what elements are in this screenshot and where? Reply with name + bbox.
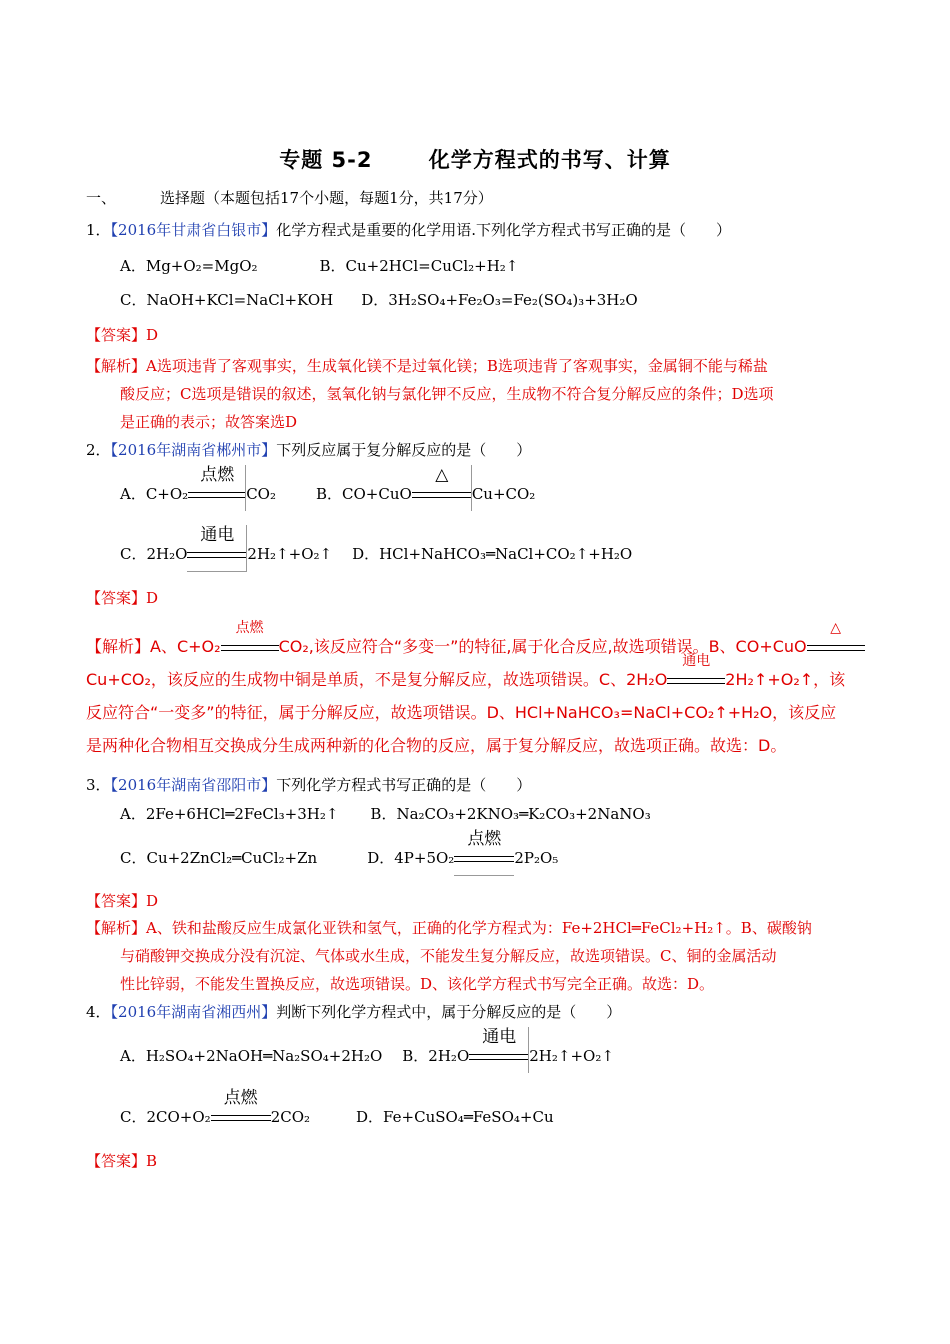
q4-option-b-left: B．2H₂O bbox=[402, 1047, 470, 1065]
q3-option-c: C．Cu+2ZnCl₂═CuCl₂+Zn bbox=[120, 849, 318, 867]
q2-analysis-label: 【解析】 bbox=[86, 637, 151, 656]
q1-options-ab bbox=[120, 256, 518, 276]
q4-option-d: D．Fe+CuSO₄═FeSO₄+Cu bbox=[356, 1108, 554, 1126]
q2-text: 下列反应属于复分解反应的是（ ） bbox=[276, 441, 532, 459]
q3-source: 【2016年湖南省邵阳市】 bbox=[110, 776, 277, 794]
q1-num: 1． bbox=[86, 221, 111, 239]
condition-label: 点燃 bbox=[223, 1088, 258, 1108]
q3-analysis-line1: A、铁和盐酸反应生成氯化亚铁和氢气，正确的化学方程式为：Fe+2HCl═FeCl₂+H₂↑。B、碳酸钠 bbox=[146, 919, 812, 937]
q3-option-a: A．2Fe+6HCl═2FeCl₃+3H₂↑ bbox=[120, 805, 339, 823]
q2-option-a-right: CO₂ bbox=[246, 485, 276, 503]
q1-analysis bbox=[86, 352, 862, 436]
section-num: 一、 bbox=[86, 189, 117, 207]
q3-analysis-line3: 性比锌弱，不能发生置换反应，故选项错误。D、该化学方程式书写完全正确。故选：D。 bbox=[120, 975, 715, 993]
q2-option-b-right: Cu+CO₂ bbox=[471, 485, 536, 503]
section-text: 选择题（本题包括17个小题，每题1分，共17分） bbox=[160, 189, 493, 207]
q2-options-ab bbox=[120, 465, 536, 505]
q1-analysis-line1: A选项违背了客观事实，生成氧化镁不是过氧化镁；B选项违背了客观事实，金属铜不能与稀盐 bbox=[146, 357, 768, 375]
reaction-arrow bbox=[188, 465, 246, 505]
page-title bbox=[0, 144, 950, 174]
title-part2: 5-2 bbox=[331, 148, 373, 172]
reaction-arrow bbox=[469, 1027, 529, 1067]
condition-label: △ bbox=[830, 619, 842, 636]
section-heading bbox=[86, 188, 493, 208]
q2-analysis-line1 bbox=[86, 619, 862, 663]
q4-stem bbox=[86, 1002, 621, 1022]
q4-option-c-right: 2CO₂ bbox=[270, 1108, 311, 1126]
q2-stem bbox=[86, 440, 531, 460]
q2-option-b-left: B．CO+CuO bbox=[316, 485, 412, 503]
q3-analysis-line2: 与硝酸钾交换成分没有沉淀、气体或水生成，不能发生复分解反应，故选项错误。C、铜的金属活动 bbox=[120, 947, 777, 965]
q3-options-cd bbox=[120, 829, 559, 869]
q3-text: 下列化学方程式书写正确的是（ ） bbox=[276, 776, 532, 794]
q2-option-c-left: C．2H₂O bbox=[120, 545, 188, 563]
q4-text: 判断下列化学方程式中，属于分解反应的是（ ） bbox=[276, 1003, 622, 1021]
reaction-arrow bbox=[211, 1088, 271, 1128]
q1-answer: 【答案】D bbox=[86, 326, 159, 344]
condition-label: 通电 bbox=[200, 525, 235, 545]
q3-option-d-left: D．4P+5O₂ bbox=[367, 849, 455, 867]
q2-analysis-line3: 反应符合“一变多”的特征，属于分解反应，故选项错误。D、HCl+NaHCO₃=NaCl+CO₂↑+H₂O，该反应 bbox=[86, 703, 837, 722]
q1-analysis-line3: 是正确的表示；故答案选D bbox=[120, 413, 298, 431]
q2-analysis-text-b: Cu+CO₂，该反应的生成物中铜是单质，不是复分解反应，故选项错误。C、2H₂O bbox=[86, 670, 668, 689]
condition-label: 通电 bbox=[682, 652, 711, 669]
q2-answer: 【答案】D bbox=[86, 589, 159, 607]
q4-option-b-right: 2H₂↑+O₂↑ bbox=[529, 1047, 614, 1065]
q1-stem bbox=[86, 220, 731, 240]
q2-analysis-eq-a: A、C+O₂ bbox=[150, 637, 221, 656]
q2-analysis-text-c: 2H₂↑+O₂↑，该 bbox=[725, 670, 846, 689]
reaction-arrow bbox=[187, 525, 247, 565]
condition-label: 点燃 bbox=[235, 619, 264, 636]
title-part3: 化学方程式的书写、计算 bbox=[428, 148, 671, 172]
q3-options-ab bbox=[120, 804, 651, 824]
q2-option-a-left: A．C+O₂ bbox=[120, 485, 189, 503]
q1-option-c: C．NaOH+KCl=NaCl+KOH bbox=[120, 291, 334, 309]
q1-analysis-line2: 酸反应；C选项是错误的叙述，氢氧化钠与氯化钾不反应，生成物不符合复分解反应的条件；D选项 bbox=[120, 385, 774, 403]
q3-option-b: B．Na₂CO₃+2KNO₃═K₂CO₃+2NaNO₃ bbox=[370, 805, 651, 823]
q4-num: 4． bbox=[86, 1003, 111, 1021]
q4-option-c-left: C．2CO+O₂ bbox=[120, 1108, 211, 1126]
q1-analysis-label: 【解析】 bbox=[86, 357, 147, 375]
q4-option-a: A．H₂SO₄+2NaOH═Na₂SO₄+2H₂O bbox=[120, 1047, 383, 1065]
q2-option-d: D．HCl+NaHCO₃═NaCl+CO₂↑+H₂O bbox=[352, 545, 633, 563]
condition-label: 点燃 bbox=[200, 465, 235, 485]
condition-label: 通电 bbox=[482, 1027, 517, 1047]
q1-source: 【2016年甘肃省白银市】 bbox=[110, 221, 277, 239]
q1-options-cd bbox=[120, 290, 638, 310]
title-part1: 专题 bbox=[279, 148, 324, 172]
q1-option-a: A．Mg+O₂=MgO₂ bbox=[120, 257, 258, 275]
q2-option-c-right: 2H₂↑+O₂↑ bbox=[247, 545, 333, 563]
reaction-arrow bbox=[807, 619, 865, 658]
q2-analysis bbox=[86, 619, 862, 762]
q4-options-cd bbox=[120, 1088, 554, 1128]
q1-option-d: D．3H₂SO₄+Fe₂O₃=Fe₂(SO₄)₃+3H₂O bbox=[361, 291, 638, 309]
condition-label: △ bbox=[435, 465, 449, 485]
condition-label: 点燃 bbox=[467, 829, 502, 849]
q3-option-d-right: 2P₂O₅ bbox=[514, 849, 559, 867]
reaction-arrow bbox=[667, 652, 725, 691]
q1-text: 化学方程式是重要的化学用语.下列化学方程式书写正确的是（ ） bbox=[276, 221, 732, 239]
q3-answer: 【答案】D bbox=[86, 892, 159, 910]
q2-source: 【2016年湖南省郴州市】 bbox=[110, 441, 277, 459]
q2-analysis-text-a: CO₂,该反应符合“多变一”的特征,属于化合反应,故选项错误。B、CO+CuO bbox=[278, 637, 807, 656]
reaction-arrow bbox=[412, 465, 472, 505]
q2-num: 2． bbox=[86, 441, 111, 459]
reaction-arrow bbox=[454, 829, 514, 869]
q3-num: 3． bbox=[86, 776, 111, 794]
q3-stem bbox=[86, 775, 531, 795]
q1-option-b: B．Cu+2HCl=CuCl₂+H₂↑ bbox=[319, 257, 519, 275]
q2-analysis-line4: 是两种化合物相互交换成分生成两种新的化合物的反应，属于复分解反应，故选项正确。故选：D。 bbox=[86, 736, 787, 755]
q3-analysis-label: 【解析】 bbox=[86, 919, 147, 937]
q2-options-cd bbox=[120, 525, 633, 565]
q4-answer: 【答案】B bbox=[86, 1152, 158, 1170]
q3-analysis bbox=[86, 914, 862, 998]
q2-analysis-line2 bbox=[86, 652, 862, 696]
q4-options-ab bbox=[120, 1027, 614, 1067]
q4-source: 【2016年湖南省湘西州】 bbox=[110, 1003, 277, 1021]
reaction-arrow bbox=[221, 619, 279, 658]
